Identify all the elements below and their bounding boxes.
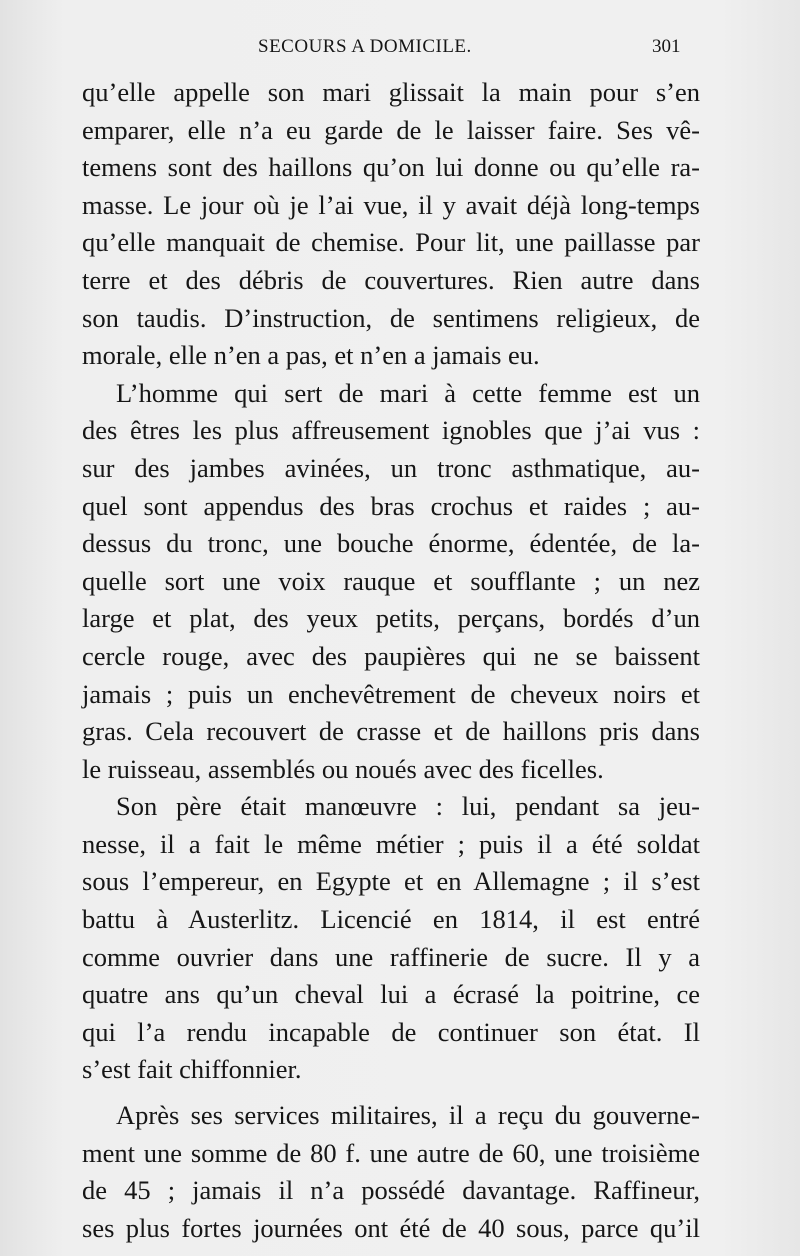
text-line: morale, elle n’en a pas, et n’en a jamais eu. [82, 340, 540, 371]
body-text [82, 74, 700, 1247]
text-line: emparer, elle n’a eu garde de le laisser faire. Ses vê- [82, 114, 700, 145]
text-line: temens sont des haillons qu’on lui donne ou qu’elle ra- [82, 152, 700, 183]
text-line: s’est fait chiffonnier. [82, 1054, 302, 1085]
text-line: Son père était manœuvre : lui, pendant sa jeu- [116, 791, 700, 822]
paragraph-1 [82, 74, 700, 375]
text-line: de 45 ; jamais il n’a possédé davantage. Raffineur, [82, 1175, 700, 1206]
text-line: des êtres les plus affreusement ignobles que j’ai vus : [82, 415, 700, 446]
text-line: ment une somme de 80 f. une autre de 60, une troisième [82, 1137, 700, 1168]
page-number: 301 [652, 36, 681, 57]
running-head-title: SECOURS A DOMICILE. [258, 36, 472, 57]
paragraph-gap [82, 1089, 700, 1097]
text-line: terre et des débris de couvertures. Rien autre dans [82, 264, 700, 295]
text-line: quel sont appendus des bras crochus et raides ; au- [82, 490, 700, 521]
paragraph-4 [82, 1097, 700, 1247]
text-line: qu’elle manquait de chemise. Pour lit, une paillasse par [82, 227, 700, 258]
text-line: qu’elle appelle son mari glissait la main pour s’en [82, 77, 700, 107]
text-line: dessus du tronc, une bouche énorme, édentée, de la- [82, 528, 700, 559]
text-line: quelle sort une voix rauque et soufflante ; un nez [82, 565, 700, 596]
paragraph-3 [82, 788, 700, 1089]
text-line: cercle rouge, avec des paupières qui ne se baissent [82, 640, 700, 671]
text-line: large et plat, des yeux petits, perçans, bordés d’un [82, 603, 700, 634]
text-line: L’homme qui sert de mari à cette femme est un [116, 377, 700, 408]
text-line: nesse, il a fait le même métier ; puis il a été soldat [82, 828, 700, 859]
text-line: son taudis. D’instruction, de sentimens religieux, de [82, 302, 700, 333]
text-line: masse. Le jour où je l’ai vue, il y avait déjà long-temps [82, 189, 700, 220]
text-line: gras. Cela recouvert de crasse et de haillons pris dans [82, 716, 700, 747]
running-head [0, 36, 800, 60]
text-line: Après ses services militaires, il a reçu du gouverne- [116, 1100, 700, 1131]
paragraph-2 [82, 375, 700, 789]
text-line: quatre ans qu’un cheval lui a écrasé la poitrine, ce [82, 979, 700, 1010]
text-line: jamais ; puis un enchevêtrement de cheveux noirs et [82, 678, 700, 709]
text-line: le ruisseau, assemblés ou noués avec des ficelles. [82, 753, 604, 784]
text-line: ses plus fortes journées ont été de 40 sous, parce qu’il [82, 1212, 700, 1243]
text-line: battu à Austerlitz. Licencié en 1814, il est entré [82, 904, 700, 935]
text-line: comme ouvrier dans une raffinerie de sucre. Il y a [82, 941, 700, 972]
text-line: sous l’empereur, en Egypte et en Allemagne ; il s’est [82, 866, 700, 897]
text-line: sur des jambes avinées, un tronc asthmatique, au- [82, 452, 700, 483]
text-line: qui l’a rendu incapable de continuer son état. Il [82, 1016, 700, 1047]
